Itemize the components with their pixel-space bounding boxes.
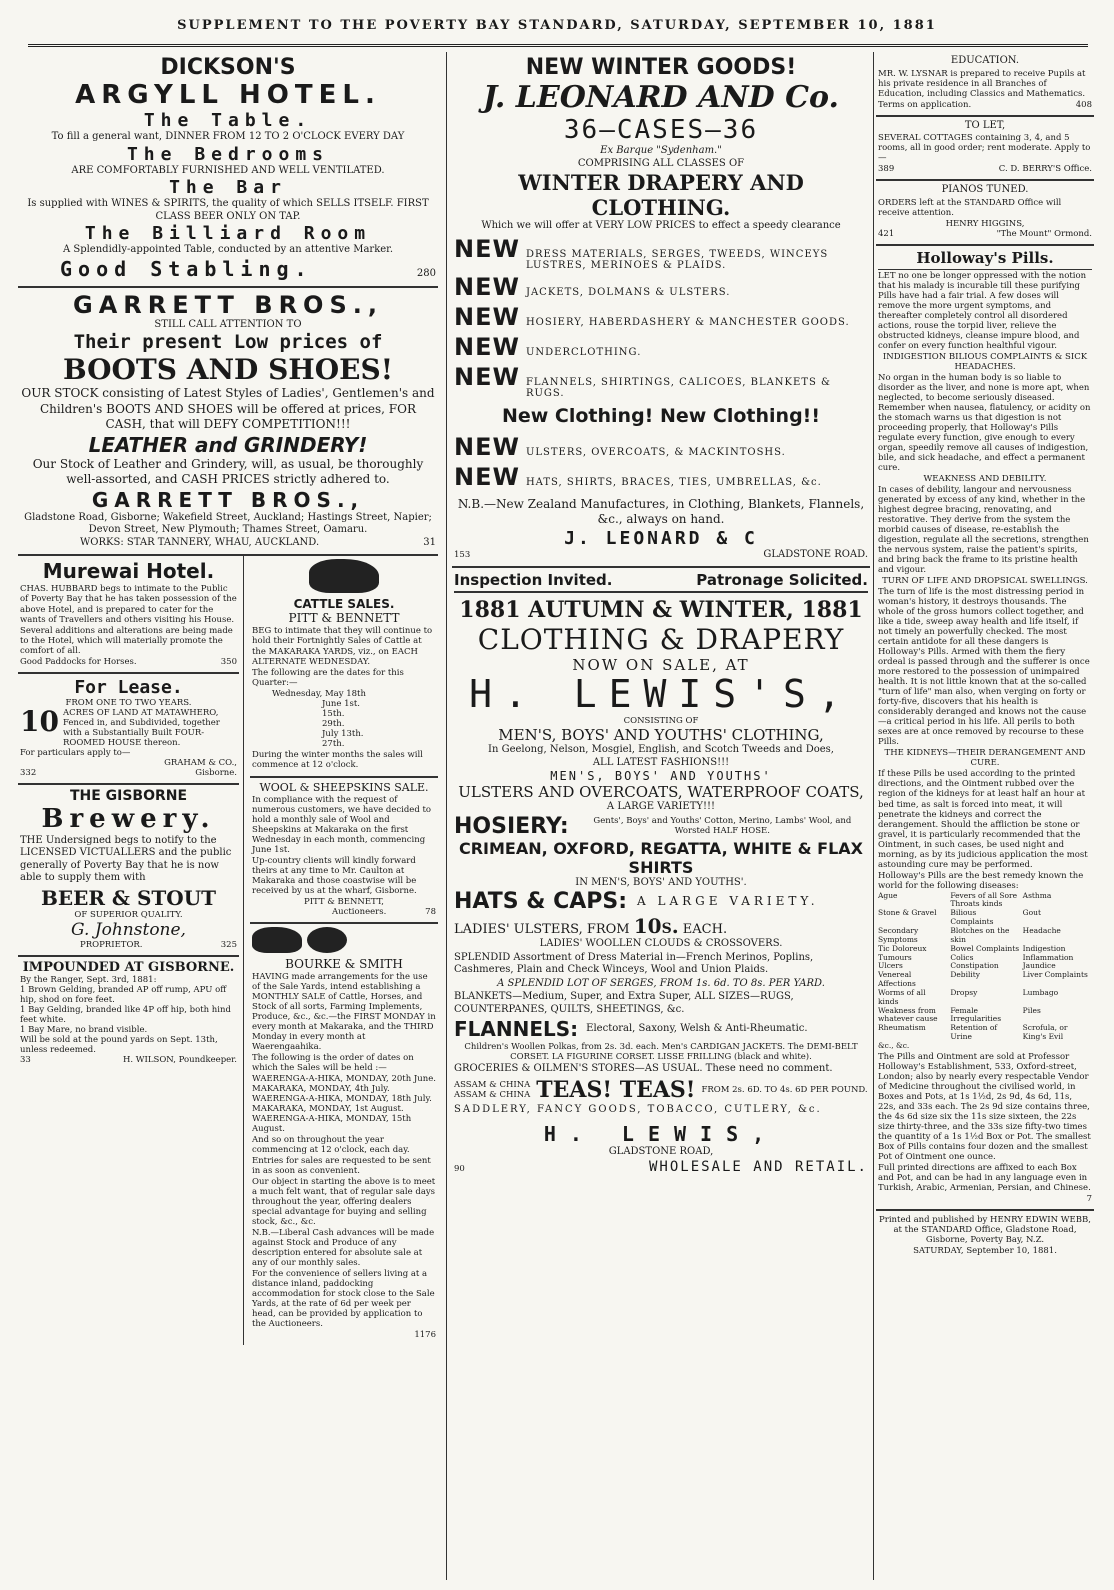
lease-big-number: 10 (20, 704, 59, 738)
wool-title: WOOL & SHEEPSKINS SALE. (259, 780, 429, 794)
bourke-text5: N.B.—Liberal Cash advances will be made against Stock and Produce of any description entered for absolute sale at any of our monthly sales. (252, 1228, 435, 1269)
bedrooms-heading: The Bedrooms (126, 143, 330, 165)
beer-stout: BEER & STOUT (40, 885, 217, 910)
dickson-ad (18, 52, 438, 288)
disease-item: Piles (1022, 1005, 1041, 1015)
children-text: Children's Woollen Polkas, from 2s. 3d. each. Men's CARDIGAN JACKETS. The DEMI-BELT CORSET. LA FIGURINE CORSET. LISSE FRILLING (black and white). (464, 1042, 858, 1063)
leather-heading: LEATHER and GRINDERY! (88, 432, 368, 457)
holloway-para: No organ in the human body is so liable to disorder as the liver, and none is more apt, when neglected, to become seriously diseased. Remember when nausea, flatulency, or acidity on the stomach warns us that digestion is not proceeding properly, that Holloway's Pills regulate every function, give enough to every organ, speedily remove all causes of indigestion, bile, and sick headache, and effect a permanent cure. (878, 372, 1091, 473)
leonard-h1: NEW WINTER GOODS! (525, 55, 797, 80)
cattle-date: 29th. (322, 718, 345, 729)
masthead: SUPPLEMENT TO THE POVERTY BAY STANDARD, SATURDAY, SEPTEMBER 10, 1881 (177, 18, 937, 33)
column-right (876, 52, 1094, 1580)
holloway-para: Holloway's Pills are the best remedy known the world for the following diseases: (878, 870, 1084, 891)
lewis-consisting: CONSISTING OF (623, 715, 699, 726)
column-left (18, 52, 438, 1580)
cattle-date: June 1st. (322, 698, 360, 709)
disease-item: Scrofula, or King's Evil (1022, 1023, 1068, 1042)
new-label: NEW (454, 234, 520, 263)
new-label: NEW (454, 302, 520, 331)
leonard-cases: 36—CASES—36 (563, 115, 759, 145)
table-heading: The Table. (143, 110, 313, 131)
lewis-tweeds: In Geelong, Nelson, Mosgiel, English, and Scotch Tweeds and Does, (488, 744, 834, 755)
new-row (454, 333, 868, 361)
new-text: JACKETS, DOLMANS & ULSTERS. (525, 286, 731, 298)
wool-role: Auctioneers. (332, 906, 387, 917)
disease-item: Bowel Complaints (950, 943, 1020, 953)
bourke-date: MAKARAKA, MONDAY, 1st August. (252, 1104, 404, 1115)
cattle-title: CATTLE SALES. (293, 597, 395, 612)
disease-item: Tumours (878, 952, 912, 962)
holloway-heading: INDIGESTION BILIOUS COMPLAINTS & SICK HEADACHES. (882, 351, 1088, 372)
bourke-date: WAERENGA-A-HIKA, MONDAY, 20th June. (252, 1074, 436, 1085)
bedrooms-text: ARE COMFORTABLY FURNISHED AND WELL VENTILATED. (71, 164, 385, 176)
lewis-road: GLADSTONE ROAD, (608, 1146, 714, 1158)
ad-number: 421 (878, 228, 895, 239)
disease-item: Jaundice (1022, 961, 1056, 971)
disease-list (878, 892, 1092, 1051)
ladies-each: EACH. (682, 922, 728, 937)
garrett-ad (18, 288, 438, 557)
ladies-ulsters: LADIES' ULSTERS, FROM (454, 922, 630, 937)
assam-label: ASSAM & CHINA (454, 1079, 531, 1090)
leonard-offer: Which we will offer at VERY LOW PRICES to effect a speedy clearance (481, 220, 841, 231)
bourke-date: WAERENGA-A-HIKA, MONDAY, 15th August. (252, 1114, 412, 1135)
shirts-heading: CRIMEAN, OXFORD, REGATTA, WHITE & FLAX SHIRTS (458, 838, 863, 877)
patronage-solicited: Patronage Solicited. (696, 571, 868, 590)
new-label: NEW (454, 362, 520, 391)
tolet-who: C. D. BERRY'S Office. (998, 164, 1092, 175)
pianos-ad (876, 181, 1094, 246)
disease-item: Ague (878, 890, 898, 900)
ad-number: 332 (20, 767, 37, 778)
holloway-para: The turn of life is the most distressing period in woman's history, it destroys thousands. The whole of the gross humors collect together, and like a tide, sweep away health and life itself, if not timely an powerfully checked. The most certain antidote for all these dangers is Holloway's Pills. Armed with them the fiery ordeal is passed through and the sufferer is once more restored to the possession of unimpaired health. It is not little known that at the so-called "turn of life" man also, when verging on forty or forty-five, discovers that his health is considerably deranged and knows not the cause—a critical period in his life. All perils to both sexes are at once removed by recourse to these Pills. (878, 587, 1090, 748)
bourke-date: WAERENGA-A-HIKA, MONDAY, 18th July. (252, 1094, 432, 1105)
new-clothing-heading: New Clothing! New Clothing!! (501, 404, 821, 427)
splendid-text: SPLENDID Assortment of Dress Material in—French Merinos, Poplins, Cashmeres, Plain and Check Winceys, Wool and Union Plaids. (454, 951, 814, 975)
disease-item: Gout (1022, 908, 1042, 918)
garrett-line: Their present Low prices of (73, 331, 383, 353)
leonard-ad (452, 52, 870, 568)
bourke-title: BOURKE & SMITH (285, 956, 403, 971)
disease-item: Lumbago (1022, 987, 1059, 997)
column-divider (873, 52, 874, 1580)
pianos-where: "The Mount" Ormond. (996, 228, 1092, 239)
hats-heading: HATS & CAPS: (454, 889, 628, 914)
education-terms: Terms on application. (878, 99, 972, 110)
hosiery-heading: HOSIERY: (454, 813, 569, 839)
flannels-heading: FLANNELS: (454, 1017, 579, 1041)
impounded-item: 1 Brown Gelding, branded AP off rump, APU off hip, shod on fore feet. (20, 984, 227, 1005)
lewis-clothing: CLOTHING & DRAPERY (477, 623, 845, 657)
brewery-quality: OF SUPERIOR QUALITY. (74, 909, 183, 920)
lewis-now: NOW ON SALE, AT (572, 656, 750, 675)
disease-item: Secondary Symptoms (878, 926, 919, 944)
bourke-text6: For the convenience of sellers living at a distance inland, paddocking accommodation for stock close to the Sale Yards, at the rate of 6d per week per head, can be provided by application to the Auctioneers. (252, 1269, 435, 1330)
ad-number: 90 (454, 1163, 465, 1174)
column-middle (452, 52, 870, 1580)
lease-title: For Lease. (74, 676, 183, 698)
lewis-mens: MEN'S, BOYS' AND YOUTHS' CLOTHING, (498, 726, 824, 744)
lewis-ulsters: ULSTERS AND OVERCOATS, WATERPROOF COATS, (458, 783, 864, 801)
boots-heading: BOOTS AND SHOES! (62, 353, 394, 386)
holloway-ad (876, 246, 1094, 1211)
blankets-text: BLANKETS—Medium, Super, and Extra Super, ALL SIZES—RUGS, COUNTERPANES, QUILTS, SHEETINGS, &c. (454, 991, 794, 1015)
garrett-title: GARRETT BROS., (73, 290, 383, 319)
imprint-date: SATURDAY, September 10, 1881. (913, 1246, 1057, 1257)
lease-sub: FROM ONE TO TWO YEARS. (65, 697, 192, 708)
wool-text: In compliance with the request of numerous customers, we have decided to hold a monthly sale of Wool and Sheepskins at Makaraka on the first Wednesday in each month, commencing June 1st. (252, 794, 431, 855)
murewai-paddocks: Good Paddocks for Horses. (20, 656, 137, 667)
brewery-prop: PROPRIETOR. (80, 939, 143, 950)
disease-item: Ulcers (878, 961, 903, 971)
pianos-title: PIANOS TUNED. (941, 184, 1029, 196)
disease-item: Inflammation (1022, 952, 1074, 962)
lewis-name: H. LEWIS'S, (469, 672, 853, 717)
murewai-text2: Several additions and alterations are being made to the Hotel, which will materially promote the comfort of all. (20, 625, 233, 656)
ad-number: 280 (416, 267, 436, 279)
ad-number: 78 (425, 906, 436, 917)
garrett-addr: Gladstone Road, Gisborne; Wakefield Street, Auckland; Hastings Street, Napier; Devon Street, New Plymouth; Thames Street, Oamaru. (24, 511, 432, 536)
disease-item: Liver Complaints (1022, 970, 1088, 980)
dickson-title: DICKSON'S (160, 55, 296, 80)
garrett-stock2: Our Stock of Leather and Grindery, will, as usual, be thoroughly well-assorted, and CASH PRICES strictly adhered to. (32, 456, 424, 487)
disease-item: Indigestion (1022, 943, 1066, 953)
holloway-heading: THE KIDNEYS—THEIR DERANGEMENT AND CURE. (884, 748, 1086, 769)
impounded-note: Will be sold at the pound yards on Sept. 13th, unless redeemed. (20, 1034, 218, 1055)
new-label: NEW (454, 462, 520, 491)
cattle-firm: PITT & BENNETT (288, 611, 400, 626)
woollen-clouds: LADIES' WOOLLEN CLOUDS & CROSSOVERS. (539, 938, 783, 949)
cattle-date: Wednesday, May 18th (272, 688, 366, 699)
ad-number: 389 (878, 164, 895, 175)
shirts-text: IN MEN'S, BOYS' AND YOUTHS'. (575, 876, 747, 888)
leonard-barque: Ex Barque "Sydenham." (600, 145, 722, 156)
ad-number: 1176 (414, 1330, 436, 1341)
garrett-sub: STILL CALL ATTENTION TO (154, 318, 302, 330)
cattle-text: BEG to intimate that they will continue to hold their Fortnightly Sales of Cattle at the MAKARAKA YARDS, viz., on EACH ALTERNATE WEDNESDAY. (252, 626, 433, 667)
education-title: EDUCATION. (950, 55, 1020, 66)
disease-item: &c., &c. (878, 1040, 910, 1050)
lewis-wholesale: WHOLESALE AND RETAIL. (648, 1158, 868, 1175)
new-text: ULSTERS, OVERCOATS, & MACKINTOSHS. (525, 446, 786, 458)
lease-ad (18, 674, 239, 785)
bar-heading: The Bar (169, 177, 287, 198)
lease-apply: For particulars apply to— (20, 747, 131, 758)
lewis-season: 1881 AUTUMN & WINTER, 1881 (459, 597, 863, 624)
lewis-variety: A LARGE VARIETY!!! (606, 801, 716, 812)
grocery-text: GROCERIES & OILMEN'S STORES—AS USUAL. These need no comment. (454, 1063, 833, 1075)
murewai-ad (18, 556, 239, 673)
holloway-para: In cases of debility, langour and nervousness generated by excess of any kind, whether in the highest degree bracing, renovating, and restorative. They derive from the system the morbid causes of disease, re-establish the digestion, regulate all the secretions, strengthen the nervous system, raise the patient's spirits, and bring back the frame to its pristine health and vigour. (878, 485, 1089, 576)
impounded-item: 1 Bay Gelding, branded like 4P off hip, both hind feet white. (20, 1004, 231, 1025)
impounded-item: 1 Bay Mare, no brand visible. (20, 1024, 148, 1035)
education-ad (876, 52, 1094, 117)
tolet-text: SEVERAL COTTAGES containing 3, 4, and 5 rooms, all in good order; rent moderate. Apply to— (878, 133, 1091, 164)
saddlery-text: SADDLERY, FANCY GOODS, TOBACCO, CUTLERY, &c. (454, 1103, 822, 1115)
ad-number: 31 (423, 536, 436, 548)
lease-who: GRAHAM & CO., (164, 757, 237, 768)
stabling-heading: Good Stabling. (60, 256, 313, 281)
impounded-sig: H. WILSON, Poundkeeper. (122, 1054, 237, 1065)
murewai-title: Murewai Hotel. (42, 559, 215, 584)
teas-heading: TEAS! TEAS! (536, 1076, 696, 1103)
impounded-ad (18, 957, 239, 1070)
new-text: HATS, SHIRTS, BRACES, TIES, UMBRELLAS, &c. (525, 476, 822, 488)
new-row (454, 433, 868, 461)
hosiery-text: Gents', Boys' and Youths' Cotton, Merino, Lambs' Wool, and Worsted HALF HOSE. (593, 815, 852, 836)
bourke-text4: Our object in starting the above is to meet a much felt want, that of regular sale days throughout the year, offering dealers special advantage for buying and selling stock, &c., &c. (252, 1177, 436, 1228)
brewery-ad (18, 785, 239, 957)
ad-number: 408 (1075, 99, 1092, 110)
new-row (454, 273, 868, 301)
lewis-sig: H. LEWIS, (543, 1122, 779, 1147)
assam-label: ASSAM & CHINA (454, 1089, 531, 1100)
impounded-by: By the Ranger, Sept. 3rd, 1881: (20, 974, 157, 985)
cattle-ad (250, 556, 438, 777)
brewery-t1: THE GISBORNE (69, 787, 188, 804)
lease-text: ACRES OF LAND AT MATAWHERO, Fenced in, and Subdivided, together with a Substantially Built FOUR-ROOMED HOUSE thereon. (62, 707, 220, 748)
pianos-text: ORDERS left at the STANDARD Office will receive attention. (878, 197, 1062, 218)
col1-right-sub (244, 556, 438, 1345)
disease-item: Stone & Gravel (878, 908, 937, 918)
new-label: NEW (454, 272, 520, 301)
lease-where: Gisborne. (195, 767, 237, 778)
cattle-dates-heading: The following are the dates for this Quarter:— (252, 667, 404, 688)
billiard-text: A Splendidly-appointed Table, conducted by an attentive Marker. (62, 244, 394, 255)
billiard-heading: The Billiard Room (84, 223, 372, 244)
new-row (454, 303, 868, 331)
ad-number: 350 (220, 656, 237, 667)
new-text: FLANNELS, SHIRTINGS, CALICOES, BLANKETS & RUGS. (525, 376, 831, 399)
sheep-illustration (307, 927, 347, 953)
ad-number: 153 (454, 549, 471, 560)
new-text: UNDERCLOTHING. (525, 346, 642, 358)
new-row (454, 235, 868, 271)
disease-item: Asthma (1022, 890, 1052, 900)
cattle-date: 27th. (322, 738, 345, 749)
leonard-h2: J. LEONARD AND Co. (483, 80, 839, 115)
disease-item: Constipation (950, 961, 999, 971)
ad-number: 325 (220, 939, 237, 950)
leonard-road: GLADSTONE ROAD. (763, 548, 868, 560)
new-row (454, 363, 868, 399)
disease-item: Bilious Complaints (950, 908, 994, 927)
ad-number: 33 (20, 1054, 31, 1065)
new-label: NEW (454, 332, 520, 361)
tolet-title: TO LET, (964, 119, 1006, 131)
disease-item: Retention of Urine (950, 1023, 998, 1042)
teas-price: FROM 2s. 6D. TO 4s. 6D PER POUND. (701, 1084, 868, 1095)
education-text: MR. W. LYSNAR is prepared to receive Pupils at his private residence in all Branches of Education, including Classics and Mathematics. (878, 68, 1086, 99)
disease-item: Weakness from whatever cause (878, 1005, 938, 1024)
cattle-date: 15th. (322, 708, 345, 719)
holloway-heading: TURN OF LIFE AND DROPSICAL SWELLINGS. (882, 576, 1088, 587)
disease-item: Female Irregularities (950, 1005, 1002, 1024)
cattle-illustration (309, 559, 379, 593)
holloway-para: Full printed directions are affixed to each Box and Pot, and can be had in any language even in Turkish, Arabic, Armenian, Persian, and Chinese. (878, 1163, 1091, 1194)
serges-text: A SPLENDID LOT OF SERGES, FROM 1s. 6d. TO 8s. PER YARD. (497, 977, 825, 989)
tolet-ad (876, 117, 1094, 182)
flannels-text: Electoral, Saxony, Welsh & Anti-Rheumatic. (586, 1022, 808, 1034)
disease-item: Debility (950, 970, 981, 980)
holloway-title: Holloway's Pills. (878, 249, 1092, 270)
garrett-works: WORKS: STAR TANNERY, WHAU, AUCKLAND. (80, 536, 320, 548)
disease-item: Rheumatism (878, 1023, 926, 1033)
wool-ad (250, 778, 438, 924)
imprint: Printed and published by HENRY EDWIN WEBB, at the STANDARD Office, Gladstone Road, Gisborne, Poverty Bay, N.Z. (879, 1215, 1091, 1246)
lewis-fashions: ALL LATEST FASHIONS!!! (592, 756, 730, 768)
holloway-intro: LET no one be longer oppressed with the notion that his malady is incurable till these purifying Pills have had a fair trial. A few doses will remove the more urgent symptoms, and thereafter completely control all disordered actions, rouse the torpid liver, relieve the obstructed kidneys, cleanse impure blood, and confer on every function healthful vigour. (878, 270, 1087, 351)
lewis-ulsters-heading: MEN'S, BOYS' AND YOUTHS' (550, 769, 772, 783)
cattle-date: July 13th. (322, 728, 364, 739)
bourke-text3: Entries for sales are requested to be sent in as soon as convenient. (252, 1156, 431, 1177)
column-divider (446, 52, 447, 1580)
table-text: To fill a general want, DINNER FROM 12 TO 2 O'CLOCK EVERY DAY (51, 131, 405, 142)
bourke-ad (250, 924, 438, 1346)
disease-item: Tic Doloreux (878, 943, 927, 953)
garrett-title2: GARRETT BROS., (91, 487, 365, 512)
wool-sig: PITT & BENNETT, (303, 896, 385, 907)
masthead-rule (28, 44, 1088, 47)
murewai-text: CHAS. HUBBARD begs to intimate to the Public of Poverty Bay that he has taken possession of the above Hotel, and is prepared to cater for the wants of Travellers and others visiting his House. (20, 584, 237, 625)
cow-illustration (252, 927, 302, 953)
brewery-t2: Brewery. (41, 803, 216, 834)
holloway-para: The Pills and Ointment are sold at Professor Holloway's Establishment, 533, Oxford-street, London; also by nearly every respectable Vendor of Medicine throughout the civilised world, in Boxes and Pots, at 1s 1½d, 2s 9d, 4s 6d, 11s, 22s, and 33s each. The 2s 9d size contains three, the 4s 6d size six the 11s size sixteen, the 22s size thirty-three, and the 33s size fifty-two times the quantity of a 1s 1½d Box or Pot. The smallest Box of Pills contains four dozen and the smallest Pot of Ointment one ounce. (878, 1051, 1091, 1162)
brewery-name: G. Johnstone, (71, 919, 186, 940)
bourke-text: HAVING made arrangements for the use of the Sale Yards, intend establishing a MONTHLY SALE of Cattle, Horses, and Stock of all sorts, Farming Implements, Produce, &c., &c.—the FIRST MONDAY in every month at Makaraka, and the THIRD Monday in every month at Waerengaahika. (252, 971, 436, 1052)
wool-text2: Up-country clients will kindly forward theirs at any time to Mr. Caulton at Makaraka and those coastwise will be received by us at the wharf, Gisborne. (252, 855, 417, 896)
disease-item: Blotches on the skin (950, 926, 1010, 944)
holloway-para: If these Pills be used according to the printed directions, and the Ointment rubbed over the region of the kidneys for at least half an hour at bed time, as salt is forced into meat, it will penetrate the kidneys and correct the derangement. Should the affliction be stone or gravel, it is particularly recommended that the Ointment, in such cases, be used night and morning, as by its judicious application the most astounding cure may be performed. (878, 769, 1088, 870)
disease-item: Dropsy (950, 987, 978, 997)
new-label: NEW (454, 432, 520, 461)
bourke-text2: And so on throughout the year commencing at 12 o'clock, each day. (252, 1135, 410, 1156)
new-row (454, 463, 868, 491)
bourke-dates-heading: The following is the order of dates on which the Sales will be held :— (252, 1053, 414, 1074)
leonard-nb: N.B.—New Zealand Manufactures, in Clothing, Blankets, Flannels, &c., always on hand. (457, 496, 865, 527)
lewis-ad (452, 568, 870, 1179)
ladies-price: 10s. (633, 914, 679, 938)
disease-item: Headache (1022, 926, 1061, 936)
new-text: HOSIERY, HABERDASHERY & MANCHESTER GOODS. (525, 316, 850, 328)
disease-item: Venereal Affections (878, 970, 916, 989)
brewery-text: THE Undersigned begs to notify to the LICENSED VICTUALLERS and the public generally of Poverty Bay that he is now able to supply them with (20, 834, 232, 884)
bourke-date: MAKARAKA, MONDAY, 4th July. (252, 1084, 390, 1095)
garrett-stock: OUR STOCK consisting of Latest Styles of Ladies', Gentlemen's and Children's BOOTS AND SHOES will be offered at prices, FOR CASH, that will DEFY COMPETITION!!! (21, 386, 435, 432)
disease-item: Colics (950, 952, 974, 962)
leonard-comprising: COMPRISING ALL CLASSES OF (577, 157, 745, 169)
leonard-sig: J. LEONARD & C (564, 527, 758, 549)
new-text: DRESS MATERIALS, SERGES, TWEEDS, WINCEYS LUSTRES, MERINOES & PLAIDS. (525, 248, 829, 271)
ad-number: 7 (1086, 1194, 1092, 1205)
holloway-heading: WEAKNESS AND DEBILITY. (923, 474, 1047, 484)
col1-left-sub (18, 556, 244, 1345)
disease-item: Worms of all kinds (878, 987, 926, 1006)
disease-item: Fevers of all Sore Throats kinds (950, 890, 1018, 909)
bar-text: Is supplied with WINES & SPIRITS, the quality of which SELLS ITSELF. FIRST CLASS BEER ONLY ON TAP. (27, 198, 429, 222)
hats-text: A LARGE VARIETY. (637, 893, 819, 908)
impounded-title: IMPOUNDED AT GISBORNE. (22, 959, 235, 975)
cattle-note: During the winter months the sales will commence at 12 o'clock. (252, 749, 423, 770)
inspection-invited: Inspection Invited. (454, 571, 613, 590)
pianos-who: HENRY HIGGINS, (945, 218, 1025, 229)
argyll-hotel-title: ARGYLL HOTEL. (75, 80, 381, 110)
leonard-winter: WINTER DRAPERY AND CLOTHING. (518, 170, 804, 220)
